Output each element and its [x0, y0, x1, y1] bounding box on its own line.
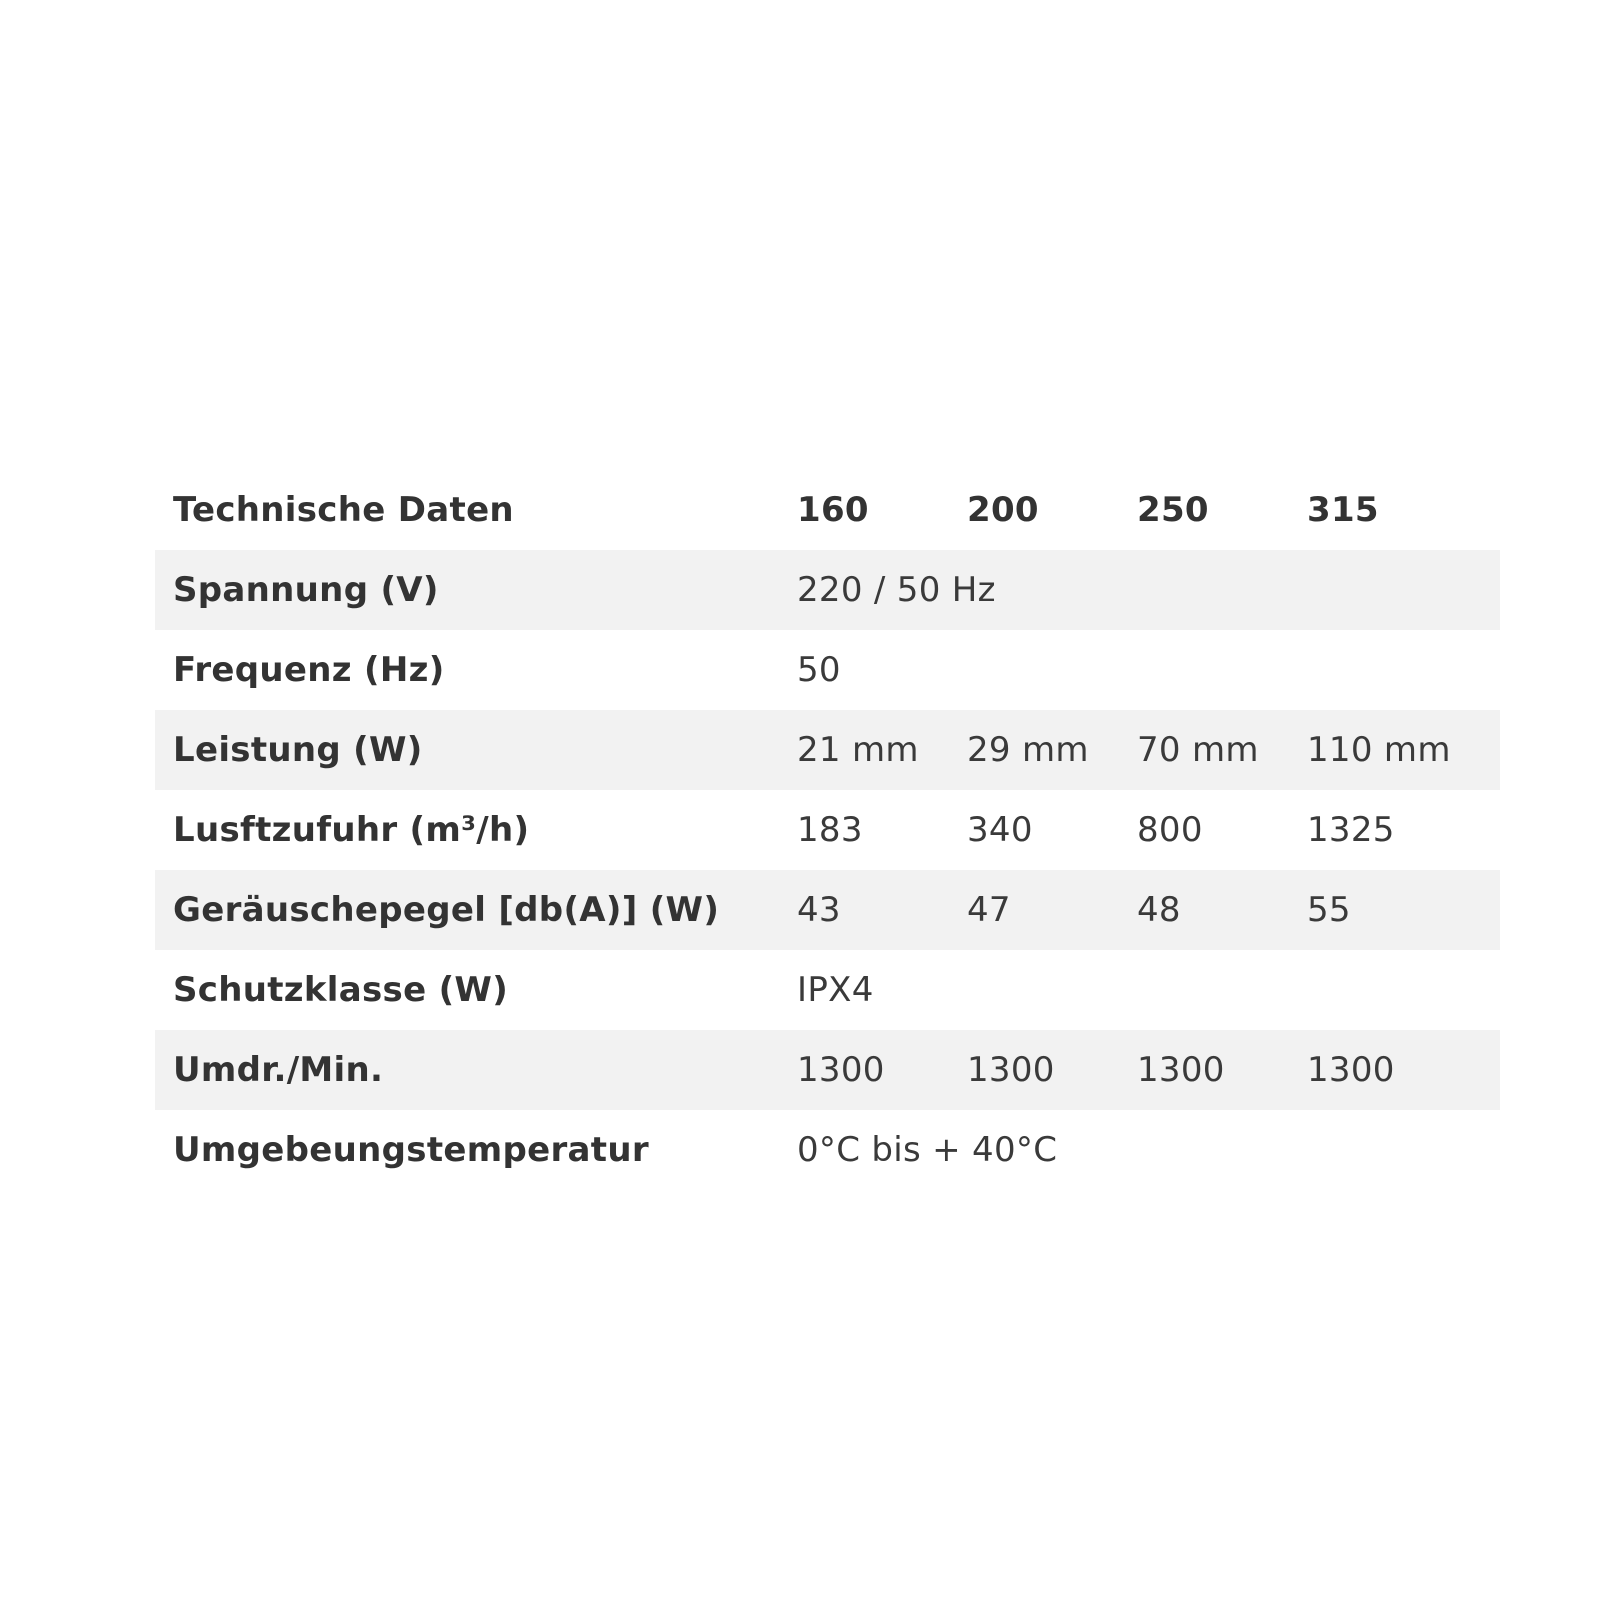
row-value-160: 43: [797, 890, 841, 930]
row-value-250: 70 mm: [1137, 730, 1259, 770]
row-value-200: 1300: [967, 1050, 1055, 1090]
row-label: Schutzklasse (W): [173, 970, 509, 1010]
table-row-frequenz: [155, 630, 1500, 710]
row-value-200: 29 mm: [967, 730, 1089, 770]
row-label: Lusftzufuhr (m³/h): [173, 810, 530, 850]
table-row-leistung: [155, 710, 1500, 790]
row-value: 0°C bis + 40°C: [797, 1130, 1058, 1170]
column-header-200: 200: [967, 490, 1039, 530]
table-row-geraeuschpegel: [155, 870, 1500, 950]
row-label: Geräuschepegel [db(A)] (W): [173, 890, 720, 930]
row-value: IPX4: [797, 970, 874, 1010]
row-label: Spannung (V): [173, 570, 439, 610]
column-header-315: 315: [1307, 490, 1379, 530]
table-row-umgebungstemperatur: [155, 1110, 1500, 1190]
table-header-row: [155, 470, 1500, 550]
row-value-250: 1300: [1137, 1050, 1225, 1090]
row-label: Umdr./Min.: [173, 1050, 384, 1090]
table-title: Technische Daten: [173, 490, 514, 530]
row-value-315: 1325: [1307, 810, 1395, 850]
row-value-315: 1300: [1307, 1050, 1395, 1090]
table-row-umdrehungen: [155, 1030, 1500, 1110]
row-value-160: 183: [797, 810, 863, 850]
row-label: Umgebeungstemperatur: [173, 1130, 649, 1170]
row-label: Leistung (W): [173, 730, 423, 770]
row-value: 50: [797, 650, 841, 690]
row-value: 220 / 50 Hz: [797, 570, 996, 610]
table-row-luftzufuhr: [155, 790, 1500, 870]
table-row-spannung: [155, 550, 1500, 630]
row-value-200: 340: [967, 810, 1033, 850]
row-value-315: 110 mm: [1307, 730, 1451, 770]
row-label: Frequenz (Hz): [173, 650, 445, 690]
technical-data-table: [155, 470, 1500, 1190]
table-row-schutzklasse: [155, 950, 1500, 1030]
row-value-250: 48: [1137, 890, 1181, 930]
row-value-160: 1300: [797, 1050, 885, 1090]
row-value-315: 55: [1307, 890, 1351, 930]
row-value-250: 800: [1137, 810, 1203, 850]
column-header-250: 250: [1137, 490, 1209, 530]
row-value-160: 21 mm: [797, 730, 919, 770]
column-header-160: 160: [797, 490, 869, 530]
row-value-200: 47: [967, 890, 1011, 930]
